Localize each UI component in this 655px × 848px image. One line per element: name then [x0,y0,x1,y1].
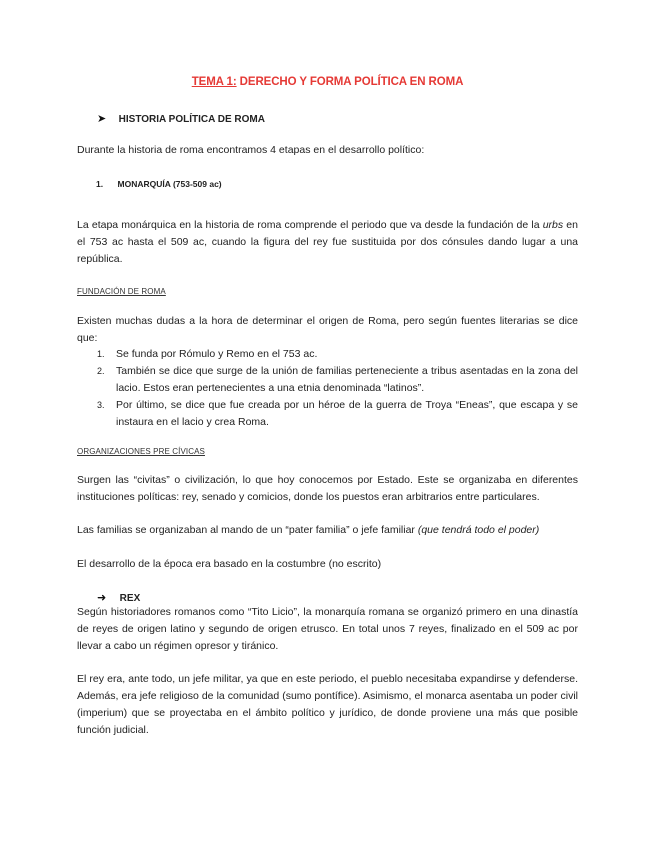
organizaciones-p2-italic: (que tendrá todo el poder) [417,524,540,536]
heading-organizaciones: ORGANIZACIONES PRE CÍVICAS [77,447,205,456]
arrow-bullet-icon: ➤ [97,113,107,125]
heading-historia-politica: HISTORIA POLÍTICA DE ROMA [118,114,265,125]
rex-paragraph-1: Según historiadores romanos como “Tito Licio”, la monarquía romana se organizó primero en una dinastía de reyes de origen latino y segundo de origen etrusco. En total unos 7 reyes, finalizado en el 509 ac por llevar a cabo un régimen opresor y tiránico. [77,606,578,652]
title-prefix: TEMA 1: [191,76,237,88]
arrow-right-icon: ➜ [97,592,107,604]
page-title [0,76,655,88]
heading-fundacion: FUNDACIÓN DE ROMA [77,287,166,296]
list-item [77,363,578,397]
list-item-text: También se dice que surge de la unión de familias perteneciente a tribus asentadas en la zona del lacio. Estos eran pertenecientes a una etnia denominada “latinos”. [116,365,578,394]
fundacion-intro: Existen muchas dudas a la hora de determinar el origen de Roma, pero según fuentes literarias se dice que: [77,315,578,344]
organizaciones-paragraph-1: Surgen las “civitas” o civilización, lo que hoy conocemos por Estado. Este se organizaba en diferentes instituciones políticas: rey, senado y comicios, donde los puestos eran arbitrarios entre particulares. [77,474,578,503]
monarquia-text-b: en el 753 ac hasta el 509 ac, cuando la figura del rey fue sustituida por dos cónsules dando lugar a una república. [77,219,578,265]
list-item-text: Se funda por Rómulo y Remo en el 753 ac. [116,348,318,360]
list-item-number: 3. [97,400,105,410]
heading-rex: REX [119,593,141,604]
intro-paragraph: Durante la historia de roma encontramos 4 etapas en el desarrollo político: [77,144,425,156]
monarquia-text-italic: urbs [542,219,564,231]
monarquia-text-a: La etapa monárquica en la historia de roma comprende el periodo que va desde la fundación de la [77,219,543,231]
title-rest: DERECHO Y FORMA POLÍTICA EN ROMA [236,76,464,88]
monarquia-paragraph [77,217,578,268]
subheading-monarquia-label: MONARQUÍA (753-509 ac) [117,179,222,189]
organizaciones-p2-text: Las familias se organizaban al mando de un “pater familia” o jefe familiar [77,524,418,536]
list-item-number: 2. [97,366,105,376]
organizaciones-paragraph-3: El desarrollo de la época era basado en la costumbre (no escrito) [77,558,382,570]
subheading-number: 1. [96,179,104,189]
list-item-text: Por último, se dice que fue creada por un héroe de la guerra de Troya “Eneas”, que escapa y se instaura en el lacio y crea Roma. [116,399,578,428]
list-item-number: 1. [97,349,105,359]
fundacion-list [77,346,578,431]
section-heading-historia [97,109,265,127]
rex-paragraph-2: El rey era, ante todo, un jefe militar, ya que en este periodo, el pueblo necesitaba expandirse y defenderse. Además, era jefe religioso de la comunidad (sumo pontífice). Asimismo, el monarca asentaba un poder civil (imperium) que se proyectaba en el ámbito político y jurídico, de donde proviene una más que posible función judicial. [77,673,578,736]
subheading-monarquia [96,174,222,192]
list-item [77,397,578,431]
list-item [77,346,578,363]
organizaciones-paragraph-2 [77,522,578,539]
